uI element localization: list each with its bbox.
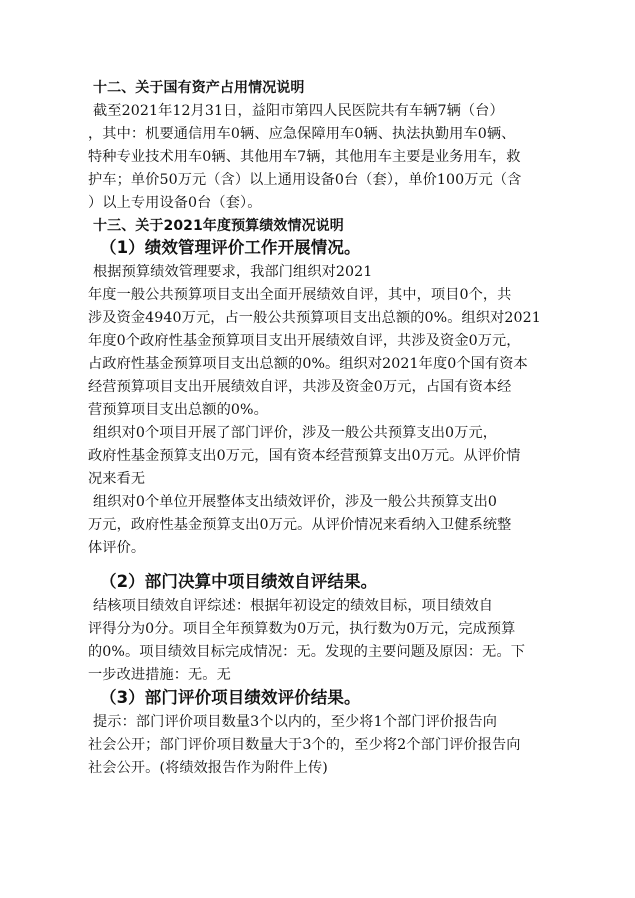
section-12-line: 特种专业技术用车0辆、其他用车7辆，其他用车主要是业务用车，救 xyxy=(88,149,521,165)
part-2-line: 的0%。项目绩效目标完成情况：无。发现的主要问题及原因：无。下 xyxy=(88,644,526,660)
part-2-title: （2）部门决算中项目绩效自评结果。 xyxy=(100,572,378,591)
part-3-line: 社会公开。(将绩效报告作为附件上传) xyxy=(88,760,328,776)
part-1-line: 万元，政府性基金预算支出0万元。从评价情况来看纳入卫健系统整 xyxy=(88,517,512,533)
part-1-line: 经营预算项目支出开展绩效自评，共涉及资金0万元，占国有资本经 xyxy=(88,379,512,395)
part-1-line: 涉及资金4940万元，占一般公共预算项目支出总额的0%。组织对2021 xyxy=(88,310,541,326)
part-1-line: 根据预算绩效管理要求，我部门组织对2021 xyxy=(93,264,373,280)
part-1-line: 年度0个政府性基金预算项目支出开展绩效自评，共涉及资金0万元， xyxy=(88,333,521,349)
part-1-line: 营预算项目支出总额的0%。 xyxy=(88,402,268,418)
part-1-line: 组织对0个单位开展整体支出绩效评价，涉及一般公共预算支出0 xyxy=(93,494,498,510)
part-2-line: 一步改进措施：无。无 xyxy=(88,667,231,683)
section-12-line: ）以上专用设备0台（套）。 xyxy=(88,195,262,211)
section-12-line: 截至2021年12月31日，益阳市第四人民医院共有车辆7辆（台） xyxy=(93,103,504,119)
part-2-line: 结核项目绩效自评综述：根据年初设定的绩效目标，项目绩效自 xyxy=(93,598,494,614)
section-12-title: 十二、关于国有资产占用情况说明 xyxy=(93,80,305,96)
part-1-line: 占政府性基金预算项目支出总额的0%。组织对2021年度0个国有资本 xyxy=(88,356,528,372)
section-12-line: 护车；单价50万元（含）以上通用设备0台（套），单价100万元（含 xyxy=(88,172,522,188)
part-2-line: 评得分为0分。项目全年预算数为0万元，执行数为0万元，完成预算 xyxy=(88,621,516,637)
part-3-title: （3）部门评价项目绩效评价结果。 xyxy=(100,688,361,707)
section-12-line: ，其中：机要通信用车0辆、应急保障用车0辆、执法执勤用车0辆、 xyxy=(88,126,516,142)
part-1-line: 体评价。 xyxy=(88,540,146,556)
section-13-title: 十三、关于2021年度预算绩效情况说明 xyxy=(93,218,344,234)
part-1-line: 组织对0个项目开展了部门评价，涉及一般公共预算支出0万元， xyxy=(93,425,498,441)
part-1-title: （1）绩效管理评价工作开展情况。 xyxy=(100,238,361,257)
part-1-line: 政府性基金预算支出0万元，国有资本经营预算支出0万元。从评价情 xyxy=(88,448,521,464)
part-1-line: 况来看无 xyxy=(88,471,146,487)
part-3-line: 社会公开；部门评价项目数量大于3个的，至少将2个部门评价报告向 xyxy=(88,737,521,753)
part-3-line: 提示：部门评价项目数量3个以内的，至少将1个部门评价报告向 xyxy=(93,714,498,730)
part-1-line: 年度一般公共预算项目支出全面开展绩效自评，其中，项目0个，共 xyxy=(88,287,512,303)
